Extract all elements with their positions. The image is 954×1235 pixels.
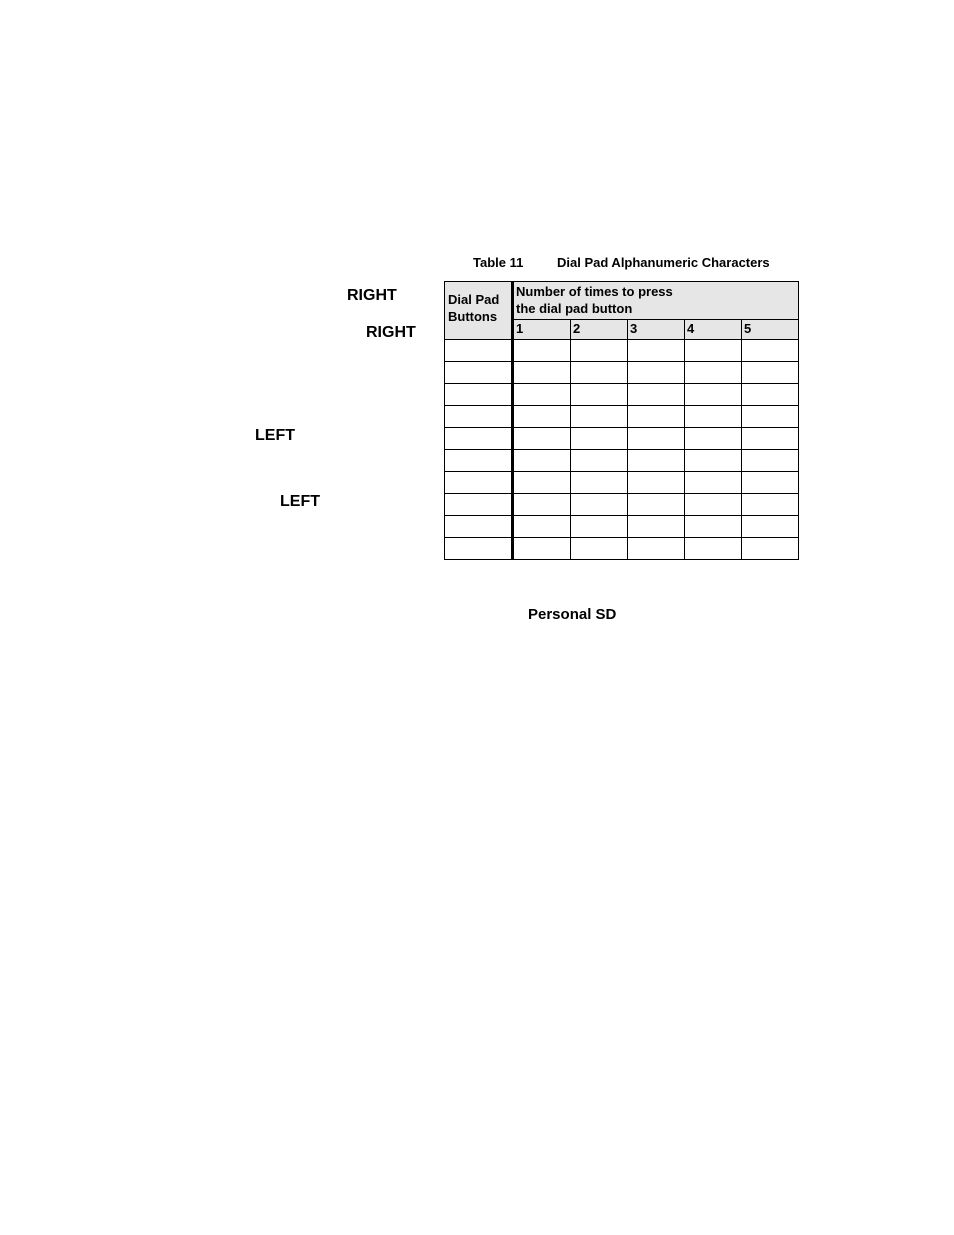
character-cell <box>685 428 742 450</box>
character-cell <box>513 340 571 362</box>
dial-pad-table <box>444 281 799 560</box>
character-cell <box>513 538 571 560</box>
column-header-5: 5 <box>742 320 799 340</box>
header-times-to-press <box>513 282 799 320</box>
header-dial-pad-buttons <box>445 282 513 340</box>
table-row <box>445 340 799 362</box>
dial-pad-button-cell <box>445 450 513 472</box>
character-cell <box>571 428 628 450</box>
right-label-1: RIGHT <box>347 287 397 304</box>
character-cell <box>628 428 685 450</box>
character-cell <box>571 494 628 516</box>
table-row <box>445 538 799 560</box>
table-row <box>445 384 799 406</box>
dial-pad-button-cell <box>445 516 513 538</box>
character-cell <box>628 450 685 472</box>
character-cell <box>571 538 628 560</box>
header-buttons-line1: Dial Pad <box>448 292 500 307</box>
header-times-line2: the dial pad button <box>516 301 633 316</box>
character-cell <box>571 472 628 494</box>
table-row <box>445 450 799 472</box>
character-cell <box>685 340 742 362</box>
character-cell <box>685 362 742 384</box>
character-cell <box>742 340 799 362</box>
character-cell <box>628 494 685 516</box>
table-row <box>445 406 799 428</box>
table-caption-title: Dial Pad Alphanumeric Characters <box>557 255 770 270</box>
dial-pad-button-cell <box>445 340 513 362</box>
character-cell <box>742 472 799 494</box>
column-header-3: 3 <box>628 320 685 340</box>
character-cell <box>685 538 742 560</box>
character-cell <box>628 406 685 428</box>
right-label-2: RIGHT <box>366 324 416 341</box>
character-cell <box>685 406 742 428</box>
character-cell <box>628 362 685 384</box>
character-cell <box>742 538 799 560</box>
character-cell <box>513 494 571 516</box>
column-header-2: 2 <box>571 320 628 340</box>
column-header-1: 1 <box>513 320 571 340</box>
character-cell <box>742 516 799 538</box>
dial-pad-button-cell <box>445 472 513 494</box>
table-row <box>445 428 799 450</box>
dial-pad-button-cell <box>445 406 513 428</box>
column-header-4: 4 <box>685 320 742 340</box>
character-cell <box>742 384 799 406</box>
dial-pad-button-cell <box>445 538 513 560</box>
character-cell <box>513 516 571 538</box>
left-label-1: LEFT <box>255 427 295 444</box>
character-cell <box>628 538 685 560</box>
character-cell <box>571 362 628 384</box>
table-row <box>445 516 799 538</box>
character-cell <box>571 340 628 362</box>
table-row <box>445 494 799 516</box>
character-cell <box>513 406 571 428</box>
character-cell <box>742 362 799 384</box>
personal-sd-label: Personal SD <box>528 606 617 623</box>
left-label-2: LEFT <box>280 493 320 510</box>
character-cell <box>742 494 799 516</box>
character-cell <box>628 340 685 362</box>
character-cell <box>685 494 742 516</box>
character-cell <box>571 406 628 428</box>
dial-pad-button-cell <box>445 362 513 384</box>
character-cell <box>571 516 628 538</box>
character-cell <box>513 450 571 472</box>
dial-pad-button-cell <box>445 428 513 450</box>
character-cell <box>628 384 685 406</box>
character-cell <box>742 406 799 428</box>
character-cell <box>685 516 742 538</box>
character-cell <box>742 428 799 450</box>
character-cell <box>513 384 571 406</box>
dial-pad-button-cell <box>445 384 513 406</box>
character-cell <box>628 472 685 494</box>
table-caption-number: Table 11 <box>473 255 524 270</box>
character-cell <box>513 428 571 450</box>
table-row <box>445 362 799 384</box>
character-cell <box>685 472 742 494</box>
character-cell <box>685 450 742 472</box>
header-buttons-line2: Buttons <box>448 309 498 324</box>
dial-pad-button-cell <box>445 494 513 516</box>
character-cell <box>571 384 628 406</box>
character-cell <box>628 516 685 538</box>
character-cell <box>513 472 571 494</box>
character-cell <box>571 450 628 472</box>
character-cell <box>513 362 571 384</box>
character-cell <box>742 450 799 472</box>
character-cell <box>685 384 742 406</box>
header-times-line1: Number of times to press <box>516 284 673 299</box>
table-row <box>445 472 799 494</box>
